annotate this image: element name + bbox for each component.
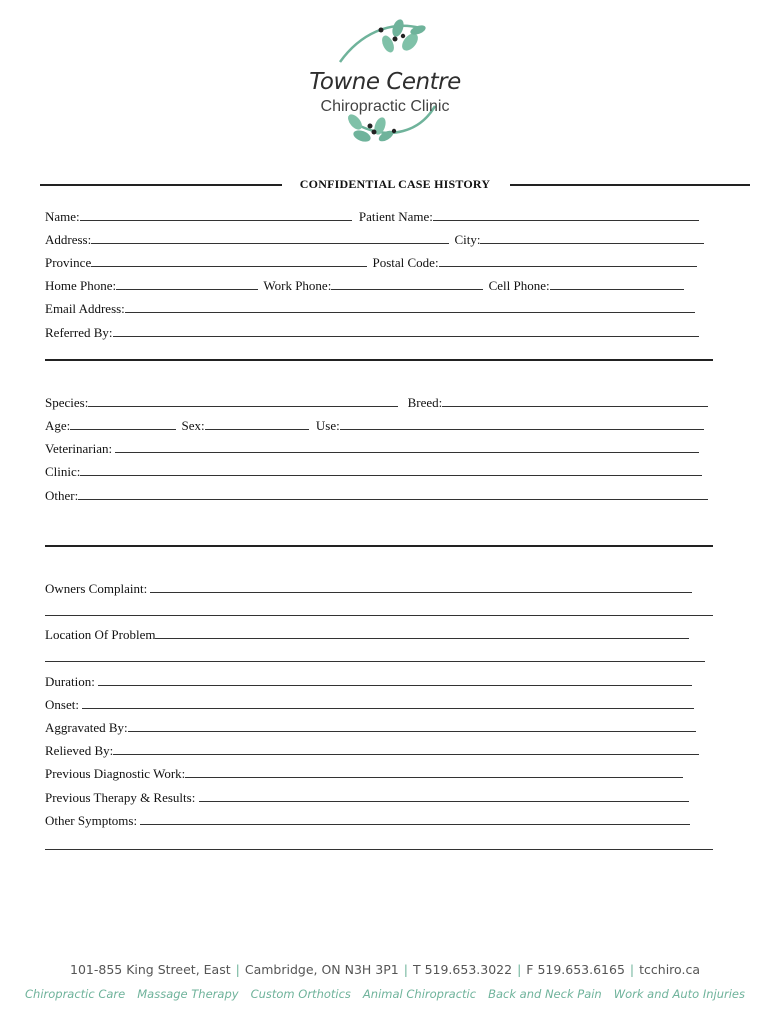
section-divider xyxy=(45,545,713,547)
other-field[interactable] xyxy=(78,487,708,500)
footer-address: 101-855 King Street, East | Cambridge, ON N3H 3P1 | T 519.653.3022 | F 519.653.6165 | tcchiro.ca xyxy=(70,962,700,977)
form-header xyxy=(40,177,750,193)
address-field[interactable] xyxy=(91,231,449,244)
service-item: Massage Therapy xyxy=(137,987,239,1001)
therapy-field[interactable] xyxy=(199,789,689,802)
location-field-2[interactable] xyxy=(45,649,705,662)
owners-complaint-field[interactable] xyxy=(150,580,692,593)
veterinarian-label: Veterinarian: xyxy=(45,441,113,456)
symptoms-continuation xyxy=(45,837,713,854)
referred-by-label: Referred By: xyxy=(45,325,113,340)
diagnostic-field[interactable] xyxy=(185,765,683,778)
email-row xyxy=(45,300,695,317)
other-row xyxy=(45,487,708,504)
footer-city: Cambridge, ON N3H 3P1 xyxy=(244,962,399,977)
phone-row xyxy=(45,277,684,294)
home-phone-label: Home Phone: xyxy=(45,278,117,293)
relieved-label: Relieved By: xyxy=(45,743,114,758)
email-field[interactable] xyxy=(125,300,695,313)
patient-name-label: Patient Name: xyxy=(358,209,433,224)
postal-code-label: Postal Code: xyxy=(372,255,439,270)
name-row xyxy=(45,208,699,225)
use-field[interactable] xyxy=(340,417,704,430)
duration-label: Duration: xyxy=(45,674,95,689)
patient-name-field[interactable] xyxy=(433,208,699,221)
owners-complaint-field-2[interactable] xyxy=(45,603,713,616)
location-label: Location Of Problem xyxy=(45,627,156,642)
footer-web: tcchiro.ca xyxy=(639,962,700,977)
breed-label: Breed: xyxy=(407,395,443,410)
diagnostic-label: Previous Diagnostic Work: xyxy=(45,766,186,781)
location-continuation xyxy=(45,649,705,666)
address-label: Address: xyxy=(45,232,92,247)
complaint-continuation xyxy=(45,603,713,620)
clinic-field[interactable] xyxy=(80,463,702,476)
clinic-label: Clinic: xyxy=(45,464,81,479)
species-field[interactable] xyxy=(88,394,398,407)
location-row xyxy=(45,626,689,643)
referred-row xyxy=(45,324,699,341)
other-symptoms-label: Other Symptoms: xyxy=(45,813,138,828)
other-label: Other: xyxy=(45,488,79,503)
service-item: Custom Orthotics xyxy=(250,987,351,1001)
email-label: Email Address: xyxy=(45,301,125,316)
name-field[interactable] xyxy=(80,208,352,221)
complaint-row xyxy=(45,580,692,597)
location-field[interactable] xyxy=(155,626,689,639)
symptoms-row xyxy=(45,812,690,829)
form-title: CONFIDENTIAL CASE HISTORY xyxy=(299,177,491,191)
city-label: City: xyxy=(454,232,481,247)
other-symptoms-field[interactable] xyxy=(140,812,690,825)
province-field[interactable] xyxy=(91,254,367,267)
referred-by-field[interactable] xyxy=(113,324,699,337)
footer-fax: F 519.653.6165 xyxy=(526,962,625,977)
logo-title: Towne Centre xyxy=(309,69,461,95)
onset-row xyxy=(45,696,694,713)
header-rule-right xyxy=(510,184,750,186)
species-label: Species: xyxy=(45,395,89,410)
city-field[interactable] xyxy=(480,231,704,244)
footer-services xyxy=(0,987,770,1001)
aggravated-field[interactable] xyxy=(128,719,696,732)
aggravated-row xyxy=(45,719,696,736)
use-label: Use: xyxy=(315,418,340,433)
age-label: Age: xyxy=(45,418,71,433)
veterinarian-field[interactable] xyxy=(115,440,699,453)
footer-street: 101-855 King Street, East xyxy=(70,962,231,977)
relieved-field[interactable] xyxy=(113,742,699,755)
logo-subtitle: Chiropractic Clinic xyxy=(320,98,450,115)
relieved-row xyxy=(45,742,699,759)
onset-label: Onset: xyxy=(45,697,79,712)
therapy-label: Previous Therapy & Results: xyxy=(45,790,196,805)
onset-field[interactable] xyxy=(82,696,694,709)
address-row xyxy=(45,231,704,248)
veterinarian-row xyxy=(45,440,699,457)
clinic-row xyxy=(45,463,702,480)
aggravated-label: Aggravated By: xyxy=(45,720,128,735)
work-phone-field[interactable] xyxy=(331,277,483,290)
service-item: Back and Neck Pain xyxy=(488,987,602,1001)
postal-code-field[interactable] xyxy=(439,254,697,267)
age-field[interactable] xyxy=(70,417,176,430)
province-row xyxy=(45,254,697,271)
sex-field[interactable] xyxy=(205,417,309,430)
duration-field[interactable] xyxy=(98,673,692,686)
other-symptoms-field-2[interactable] xyxy=(45,837,713,850)
age-row xyxy=(45,417,704,434)
species-row xyxy=(45,394,708,411)
cell-phone-label: Cell Phone: xyxy=(488,278,550,293)
duration-row xyxy=(45,673,692,690)
breed-field[interactable] xyxy=(442,394,708,407)
service-item: Chiropractic Care xyxy=(25,987,126,1001)
owners-complaint-label: Owners Complaint: xyxy=(45,581,148,596)
clinic-logo xyxy=(300,14,470,148)
name-label: Name: xyxy=(45,209,80,224)
service-item: Work and Auto Injuries xyxy=(613,987,745,1001)
footer-phone: T 519.653.3022 xyxy=(412,962,513,977)
home-phone-field[interactable] xyxy=(116,277,258,290)
cell-phone-field[interactable] xyxy=(550,277,684,290)
therapy-row xyxy=(45,789,689,806)
diagnostic-row xyxy=(45,765,683,782)
sex-label: Sex: xyxy=(181,418,205,433)
section-divider xyxy=(45,359,713,361)
work-phone-label: Work Phone: xyxy=(263,278,332,293)
service-item: Animal Chiropractic xyxy=(362,987,477,1001)
province-label: Province xyxy=(45,255,92,270)
